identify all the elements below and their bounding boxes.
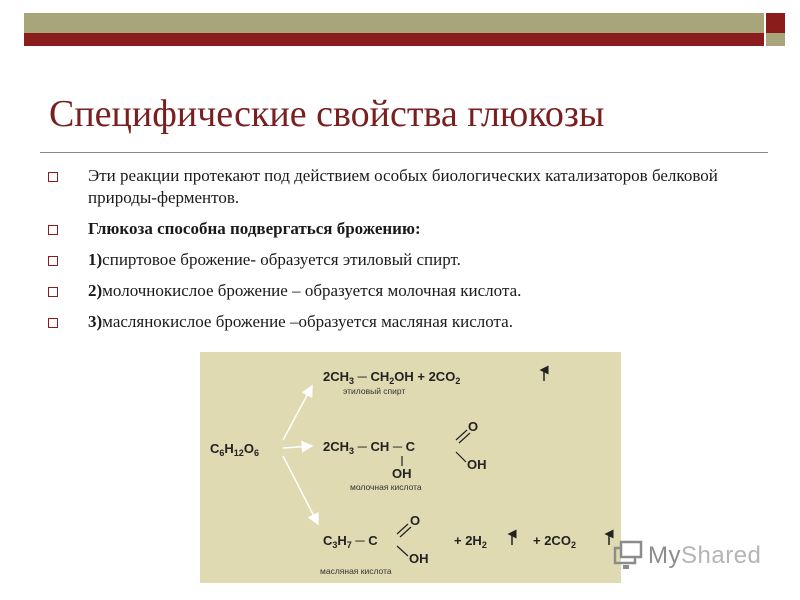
myshared-logo-icon [612, 538, 644, 572]
reaction-diagram [200, 352, 621, 583]
myshared-watermark [612, 538, 772, 574]
square-bullet-icon [48, 256, 58, 266]
square-bullet-icon [48, 318, 58, 328]
bullet-number: 3) [88, 312, 103, 331]
square-bullet-icon [48, 287, 58, 297]
square-bullet-icon [48, 225, 58, 235]
svg-text:+ 2CO2: + $2CO_2$ [533, 533, 576, 550]
watermark-prefix: My [648, 542, 681, 569]
arrow-to-lactic [283, 446, 312, 448]
arrow-to-ethanol [283, 386, 312, 440]
watermark-text [648, 542, 761, 570]
caption-ethanol: этиловый спирт [343, 386, 406, 396]
bullet-item [48, 280, 748, 302]
lactic-acid-equation [323, 419, 487, 481]
bullet-text: Эти реакции протекают под действием особых биологических катализаторов белковой природы-ферментов. [88, 166, 718, 207]
ethanol-equation [323, 369, 544, 386]
bullet-text: молочнокислое брожение – образуется молочная кислота. [102, 281, 522, 300]
caption-lactic-acid: молочная кислота [350, 482, 422, 492]
bullet-item [48, 311, 748, 333]
fermentation-scheme [200, 352, 621, 583]
header-olive-bar [24, 13, 764, 33]
header-red-square [766, 13, 785, 33]
svg-text:OH: OH [392, 466, 412, 481]
bullet-list [48, 165, 748, 342]
bullet-number: 2) [88, 281, 103, 300]
square-bullet-icon [48, 172, 58, 182]
bullet-text: маслянокислое брожение –образуется масляная кислота. [102, 312, 513, 331]
bullet-text: спиртовое брожение- образуется этиловый спирт. [102, 250, 461, 269]
svg-text:+ 2H2: + $2H_2$ [454, 533, 487, 550]
arrow-to-butyric [283, 456, 318, 524]
butyric-acid-equation [323, 513, 609, 566]
svg-text:OH: OH [409, 551, 429, 566]
bullet-item [48, 165, 748, 209]
title-divider [40, 152, 768, 153]
caption-butyric-acid: масляная кислота [320, 566, 392, 576]
bullet-item [48, 249, 748, 271]
svg-text:OH: OH [467, 457, 487, 472]
svg-text:O: O [410, 513, 421, 528]
bullet-bold-text: Глюкоза способна подвергаться брожению: [88, 219, 421, 238]
svg-text:2CH3 ─ CH ─ C: $2CH_3$ ─ CH ─ C [323, 439, 416, 456]
watermark-suffix: Shared [681, 542, 762, 569]
reactant-formula: $C_6H_{12}O_6$ [210, 441, 259, 458]
header-red-bar [24, 33, 764, 46]
svg-text:O: O [468, 419, 479, 434]
bullet-number: 1) [88, 250, 103, 269]
slide-title: Специфические свойства глюкозы [49, 93, 605, 135]
svg-text:2CH3 ─ CH2OH + 2CO2: $2CH_3$ ─ $CH_2OH$ + $2CO_2$ [323, 369, 461, 386]
svg-text:C3H7 ─ C: $C_3H_7$ ─ C [323, 533, 378, 550]
header-olive-square [766, 33, 785, 46]
bullet-item [48, 218, 748, 240]
